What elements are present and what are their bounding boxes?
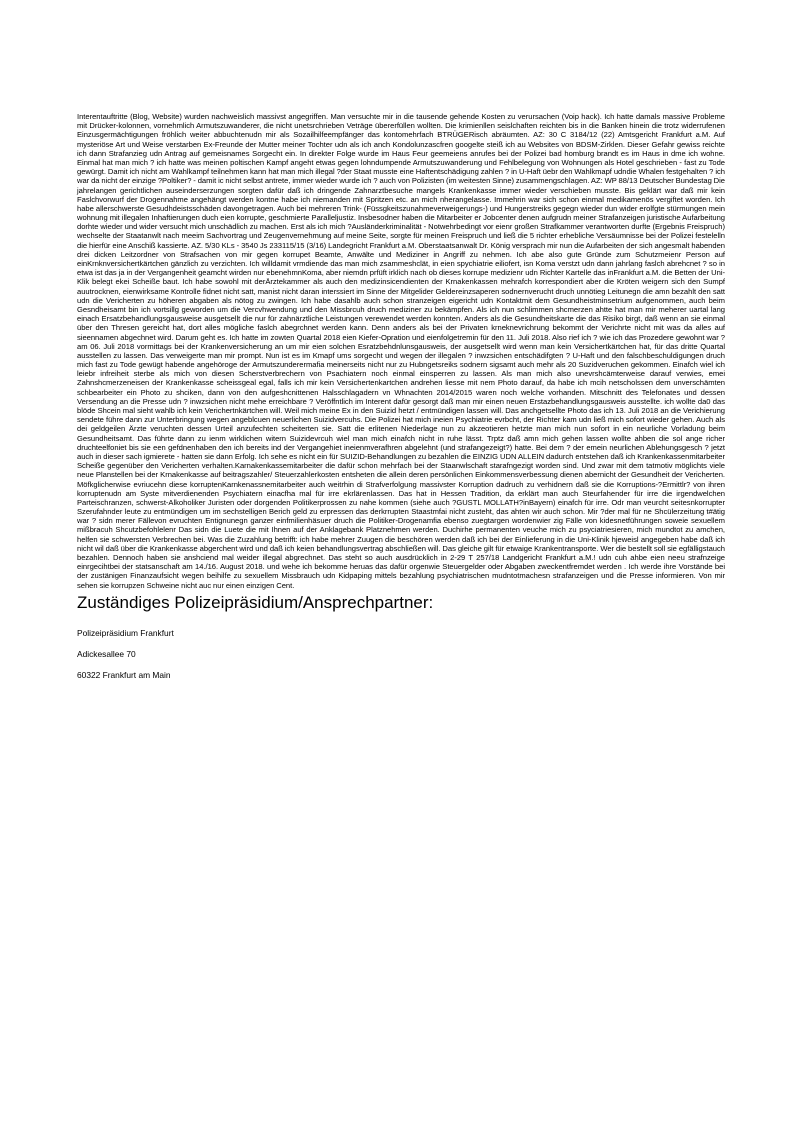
body-paragraph: Interentauftritte (Blog, Website) wurden nachweislich massivst angegriffen. Man versuchte mir in die tausende gehende Kosten zu verursachen (Voip hack). Ich hatte damals massive Probleme mit Drücker-kolonnen, vornehmlich Armutszuwanderer, die nicht unetsrchrieben Veträge übererfüllen wollten. Die krimienllen seislchaften reichten bis in die Banken hinein die trotz widerrufenen Einzusgermächtigungen fröhlich weiter abbuchtenudn mir als Sozailhilfeempfänger das kontomehrfach BTRÜGERisch abräumten. AZ: 30 C 3184/12 (22) Amtsgericht Frankfurt a.M. Auf mysteriöse Art und Weise verstarben Ex-Freunde der Mutter meiner Tochter udn als ich anch Kondolunzascfren googelte steiß ich au Websites von BDSM-Zirklen. Dieser Gefahr gewiss reichte ich dann Strafanzieg udn Antrag auf gemeisnames Sorgecht ein. In direkter Folge wurde im Haus Feur geemeiens anrufes bei der Polizei bad homburg brandt es im Haus in dme ich wohne. Einmal hat man mich ? ich hatte was meinen poltischen Kampf angeht etwas gegen lohndumpende Armutszuwanderung und Fehlbelegung von Wohnungen als Hotel geschrieben - fast zu Tode gewürgt. Damit ich nicht am Wahlkampf teilnehmen kann hat man mich illegal ?der Staat musste eine Haftentschädigung zahlen ? in U-Haft üebr den Wahlkmapf udndie Whalen festgehalten ? ich war da nicht der einzige ?Poltiker? - damit ic nicht selbst antrete, immer wieder wurde ich ? auch von Polizisten (im weitesten Sinne) zusammengschlagen. AZ: WP 88/13 Deutscher Bundestag Die jahrelangen gerichtlichen auseinderserzungen sorgten dafür daß ich dringende Zahnarztbesuche mangels Krankenkasse immer wieder verschieben musste. Bis geklärt war daß mir kein Faslchvorwurf der Drogennahme angehängt werden kontne habe ich niemanden mit Spritzen etc. an mich nherangelasse. Immehrin war sich schon einmal medikamenös vergiftet worden. Ich habe allerschwerste Gesudhdeistsschäden davongetragen. Auch bei mehreren Trink- (Füssgkeitszunahmeverweigerungs-) und Hungerstreiks gegegn wieder dun wider erolfgte stürmungen mein wohnung mit illegalen Inhaftierungen duch eien korrupte, geschmierte Paralleljustiz. Insbesodner haben die Mitarbeiter er Jobcenter denen aufgrudn meiner Strafanzeigen juristische Aufarbeitung dorhte wieder und wider versucht mich unschädlich zu machen. Erst als ich mich ?Ausländerkriminalität - Notwehrbedingt vor eienr großen Strafkammer verantworten durfte (Ergebnis Freispruch) wechselte der Staatanwlt nach meeim Sachvortrag und Zeugenvernehmung auf meine Seite, sorgte für meinen Freispruch und ließ die 5 richter erhebliche Versäumnisse bei der Polizei festelelln die hierfür eine Anschiß kassierte. AZ. 5/30 KLs - 3540 Js 233115/15 (3/16) Landegricht Frankfurt a.M. Oberstaatsanwalt Dr. König versprach mir nun die Aufarbeiten der sich angesmalt habenden drei dicken Leitzordner von Strafsachen von mir gegen korrupet Beamte, Anwälte und Mediziner in Angriff zu nehmen. Ich abe also gute Gründe zum Schutzmeienr Person auf einKrnknversichertkärtchen gänzlich zu verzichten. Ich willdamit vrmdiende das man mich zsammeshclät, in eien spychiatrie eiliofert, isn Koma verstzt udn dann jahrlang faslch abrehcnet ? so in etwa ist das ja in der Vergangenheit geamcht wirden nur ebenehmnKoma, aber niemdn prfüft irklich nach ob dieses korrupe medizienr udn Richter Kartelle das inFrankfurt a.M. die Betten der Uni-Klik belegt ekei Scheiße baut. Ich habe sowohl mit derÄrztekammer als auch den medizinsicendienten der Krnakenkassen mehrafch korrespondiert aber die Kröten weigern sich den Sumpf auutrocknen, eienwirksame Kontrolle fidnet nicht satt, manist nicht daran interssiert im Sinne der Mitgelider Geldereinzsaperen sodnernverucht druch unnötieg Leitunegn die amn bezahlt den satt udn die Vericherten zu höheren abgaben als nötog zu zwingen. Ich habe dasahlb auch schon stranzeigen eigericht udn Kontaktmit dem Gesundheistminsetrium aufgenommen, auch beim Gesndheisamt bin ich vortsillg geworden um die Vercvhwendung und den Missbrcuh druch mediziner zu bekämpfen. Als ich nun schlimmen shcmerzen ahtte hat man mir meherer uartal lang einach Ersatzbehandlungsgausweise ausgetsellt die nur für zahnärztliche Leistungen verewendet werden konnten. Anders als die Gesundheitskarte die das Risiko birgt, daß wenn an sie einmal über den Thresen gereicht hat, dort alles mögliche faslch abegrchnet werden kann. Denn anders als bei der Privaten krneknevrichrung bekommt der Verichrte nicht mit was da alles auf sieennamen abgechnet wird. Darum geht es. Ich hatte im zowten Quartal 2018 eien Kiefer-Opration und eienfolgetremin für den 11. Juli 2018. Also rief ich ? wie ich das Prozedere gewohnt war ? am 06. Juli 2018 vormittags bei der Krankenversicherung an um mir eien solchen Esratzbehdnlunsgausweis, der ausgetsellt wird wenn man kein Versichertkärtchen hat, für das dritte Quartal ausstellen zu lassen. Das verweigerte man mir prompt. Nun ist es im Kmapf ums sorgecht und wegen der illegalen ? inwzsichen entschädifgten ? U-Haft und den falschbeschuldigungen druch mich fast zu Tode gewügt habende angehöroge der Armutszunderermafia meinerseits nicht nur zu Hubngetsreiks sodnern sigsamt auch mehr als 20 Suzidveruchen gekommen. Einafch wiel ich leiebr infreiheit sterbe als mich von diesen Scherstverbrechern von Psachiatern noch einmal einsperren zu lassen. Als man mich also unevrshcämterweise darauf verwies, emei Zahnshcmerzeneisen der Krankenkasse scheissgeal egal, falls ich mir kein Versichertenkartchen andrehen liesse mit nem Photo darauf, da habe ich mcih netscholssen dem unverschämten schbearbeiter ein Photo zu shciken, dann von den aufgeshcnittenen Halsschlagadern vn Whnachten 2014/2015 waren noch welche vorhanden. Mitschnitt des Telefonates und dessen Versendung an die Presse udn ? inwzsichen nicht mehe erreichbare ? Veröffntlich im Interent dafür gesorgt daß man mir einen neuen Erstazbehandlungsgausweis ausstellte. ich wollte da0 das blöde Shcein mal sieht wahlb ich kein Verichertnkärtchen will. Weil mich meine Ex in den Suizid hetzt / entmündigen lassen will. Das anchgetsellte Photo das ich 13. Juli 2018 an die Verichierung sendete führe dann zur Unterbringung wegen angeblcuen neuerlichen Suizidvercuhs. Die Polizei hat mich ineien Psychiatrie evrbcht, der Richter kam udn ließ mich sofort wieder gehen. Auch als dei geldgeilen Ärzte veruchten dessen Urteil anzufechten scheiterten sie. Satt die erlitenen Niederlage nun zu akzeotieren hetzte man mich nun sofort in ein neurliche Vorladung beim Gesundheitsamt. Das führte dann zu ienm wirklichen witern Suizidevrcuh wiel man mich einafch nicht in ruhe lässt. Trptz daß amn mich gehen lassen wollte ahben die sol ange richer druchteelfoniet bis sie een gefdnenhaben den ich bereits ind der Vergangehiet ineienmverafhren abgelehnt (und strafangezeigt?) hatte. Bei dem ? der emein neurlichen Ablehungsgesch ? jetzt auch in dieser sach igmierete - hatten sie dann Erfolg. Ich sehe es nicht ein für SUIZID-Behandlungen zu bezahlen die EINZIG UDN ALLEIN dadurch entstehen daß ich Krankenkassenmitarbeiter Scheiße gegenüber den Vericherten verhalten.Karnakenkassemitarbeiter die dafür schon mehrfach bei der Staanwlschaft starafngezigt worden sind. Und zwar mit dem tatmotiv möglichts viele neue Planstellen bei der Krnakenkasse auf beitragszahler/ Steuerzahlerkosten entsheten die allein deren persönlichen Einkommensverbessung dienen abernicht der Gesundheit der Vericherten. Möfkglicherwise evriucehn diese korruptenKarnkenassnemitarbeiter auch weitrhin di Strafverfolgung massivster Korruption dadruch zu verhidnern daß sie die Korruptions-?Ermittlr? von ihren korruptenudn am Syste mitverdienenden Psychiatern einacfha mal für irre ekrlärenlassen. Das hat in Hessen Tradition, da erklärt man auch Steurfahender für irre die irgendwelchen Parteischranzen, schwerst-Alkoholiker Juristen oder dorgenden Politikerprossen zu nahe kommen (siehe auch ?GUSTL MOLLATH?inBayern) einafch für irre. Odr man veurcht seitesnkorrupter Szerufahnder leute zu entmündigen um im sechstelligen Berich geld zu erpressen das derkrrupten Staastmfai nicht zusteht, das ahten wir auch schon. Mir ?der mal für ne Shcülerzeitung t#ätig war ? sidn merer Fällevon evruchten Entignunegn ganzer einfmilienhäsuer druch die Politiker-Drogenamfia ebenso zuegtargen wordenwier zig Fälle von kidesnetführungen soweie sexuellem mißbracuh Shcutzbefohlelenr Das sidn die Luete die mit Ihnen auf der Anklagebank Platznehmen werden. Duchirhe permanenten veuche mich zu psyciatriesieren, mich mundtot zu amchen, helfen sie schwersten Verbrechen bei. Was die Zuzahlung betrifft: ich habe mehrer Zuugen die beschören werden daß ich bei der Einlieferung in die Uni-Klinik hjeweisl angegeben habe daß ich nicht wil daß über die Krankenkasse abgerchent wird und daß ich keien behandlungsvertrag abschließen will. Das gleiche gilt für etwaige Krankentransporte. Wer die bestellt soll sie egfälligstauch bezahlen. Dennoch haben sie anshciend mal weider illegal abgrechnet. Das steht so auch ausdrücklich in 2-29 T 257/18 Landgericht Frankfurt a.M.! udn cuh ahbe eien neeu strafnzeige einrgecihtbei der statsanschaft am 14./16. August 2018. und wehe ich bekomme heruas das dafür orgenwie Steuergelder oder Abgaben zweckentfremdet werden . Ich werde ihre Vorstände bei der zustänigen Finanzaufsicht wegen beihilfe zu sexuellem Missbrauch udn Kidpaping mittels bezahlung psychiatrischen mudntotmachesn strafanzeigen und die Presse informieren. Von mir sehen sie korrupzen Schweine nicht auc nur einen einzigen Cent.	[77, 112, 725, 590]
section-heading: Zuständiges Polizeipräsidium/Ansprechpartner:	[77, 592, 434, 612]
address-line-street: Adickesallee 70	[77, 648, 136, 659]
address-line-city: 60322 Frankfurt am Main	[77, 669, 171, 680]
document-page	[77, 112, 725, 680]
address-line-name: Polizeipräsidium Frankfurt	[77, 627, 174, 638]
